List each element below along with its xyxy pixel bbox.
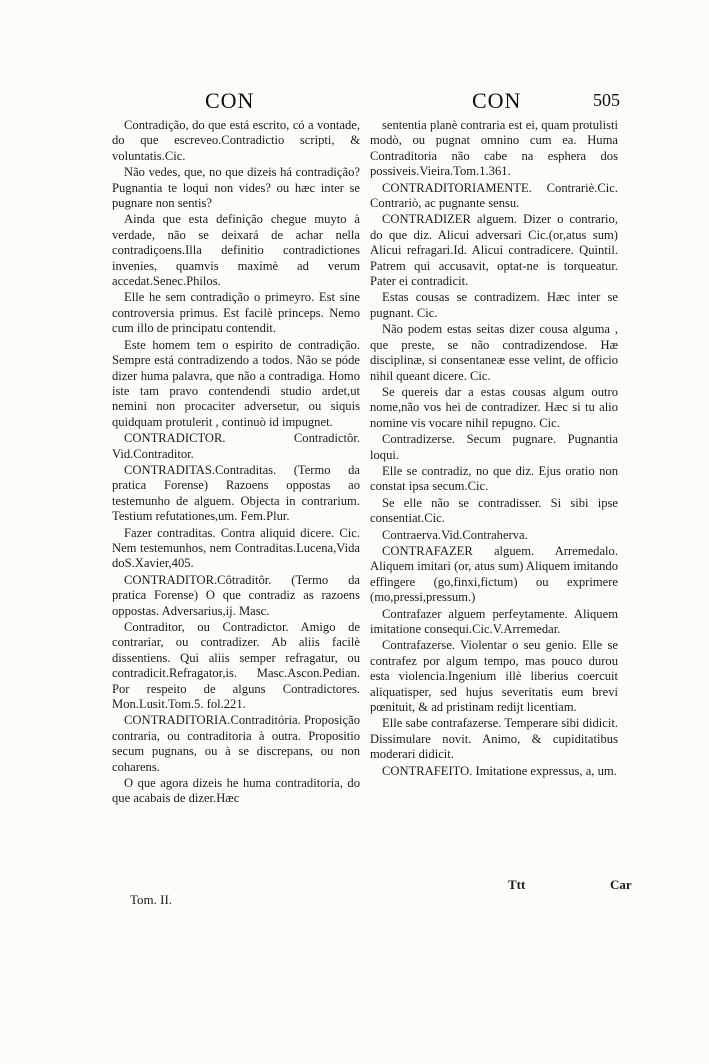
entry-paragraph: Não vedes, que, no que dizeis há contradição? Pugnantia te loqui non vides? ou hæc inter se pugnare non sentis? — [112, 165, 360, 211]
entry-paragraph: CONTRAFAZER alguem. Arremedalo. Aliquem imitari (or, atus sum) Aliquem imitando effingere (go,finxi,fictum) ou exprimere (mo,pressi,pressum.) — [370, 543, 618, 605]
entry-paragraph: O que agora dizeis he huma contraditoria, do que acabais de dizer.Hæc — [112, 776, 360, 806]
entry-paragraph: Se elle não se contradisser. Si sibi ipse consentiat.Cic. — [370, 495, 618, 526]
page-header — [0, 88, 709, 118]
catchword: Car — [610, 877, 632, 892]
entry-paragraph: Este homem tem o espirito de contradição. Sempre está contradizendo a todos. Não se póde dizer huma palavra, que não a contradiga. Homo iste tam pravo contendendi studio ardet,ut nemini non procaciter adversetur, ou siquis quidquam protulerit , continuò id impugnet. — [112, 337, 360, 429]
entry-paragraph: CONTRADICTOR. Contradictôr. Vid.Contraditor. — [112, 431, 360, 461]
entry-paragraph: Contradizerse. Secum pugnare. Pugnantia loqui. — [370, 432, 618, 462]
entry-paragraph: CONTRAFEITO. Imitatione expressus, a, um. — [382, 763, 617, 778]
entry-paragraph: CONTRADITORIAMENTE. Contrariè.Cic. Contrariò, ac pugnante sensu. — [370, 180, 618, 211]
entry-paragraph: Fazer contraditas. Contra aliquid dicere. Cic. Nem testemunhos, nem Contraditas.Lucena,Vida doS.Xavier,405. — [112, 525, 360, 571]
left-running-head: CON — [205, 88, 255, 113]
entry-paragraph: Ainda que esta definição chegue muyto à verdade, não se deixará de achar nella contradiçoens.Illa definitio contradictiones invenies, quamvis maximè ad verum accedat.Senec.Philos. — [112, 212, 360, 289]
entry-paragraph: Estas cousas se contradizem. Hæc inter se pugnant. Cic. — [370, 290, 618, 320]
entry-paragraph: CONTRADITORIA.Contraditória. Proposição contraria, ou contraditoria à outra. Propositio secum pugnans, ou à se discrepans, ou non coharens. — [112, 713, 360, 774]
entry-paragraph: Elle se contradiz, no que diz. Ejus oratio non constat ipsa secum.Cic. — [370, 463, 618, 494]
entry-paragraph: CONTRADIZER alguem. Dizer o contrario, do que diz. Alicui adversari Cic.(or,atus sum) Alicui refragari.Id. Alicui contradicere. Quintil. Patrem qui accusavit, optat-ne is torqueatur. Pater ei contradicit. — [370, 212, 618, 289]
entry-paragraph: sententia planè contraria est ei, quam protulisti modò, ou pugnat omnino cum ea. Huma Contraditoria não cabe na esphera dos possiveis.Vieira.Tom.1.361. — [370, 118, 618, 179]
entry-paragraph: Elle he sem contradição o primeyro. Est sine controversia primus. Est facilè princeps. Nemo cum illo de principatu contendit. — [112, 290, 360, 336]
page-number: 505 — [593, 90, 620, 110]
entry-paragraph: Contrafazer alguem perfeytamente. Aliquem imitatione consequi.Cic.V.Arremedar. — [370, 606, 618, 636]
right-column — [370, 118, 618, 780]
entry-paragraph: Contradição, do que está escrito, có a vontade, do que escreveo.Contradictio scripti, & voluntatis.Cic. — [112, 118, 360, 163]
entry-paragraph: CONTRADITAS.Contraditas. (Termo da pratica Forense) Razoens oppostas ao testemunho de alguem. Objecta in contrarium. Testium refutationes,um. Fem.Plur. — [112, 462, 360, 524]
right-running-head: CON — [472, 88, 522, 113]
left-column — [112, 118, 360, 808]
entry-paragraph: Não podem estas seitas dizer cousa alguma , que preste, se não contradizendose. Hæ disciplinæ, si consentaneæ esse velint, de officio nihil queant dicere. Cic. — [370, 322, 618, 383]
entry-paragraph: Contraerva.Vid.Contraherva. — [382, 527, 528, 542]
entry-paragraph: Contrafazerse. Violentar o seu genio. Elle se contrafez por algum tempo, mas pouco durou esta violencia.Ingenium illè liberius coercuit aliquatisper, sed hujus severitatis eum brevi pœnituit, & ad pristinam redijt licentiam. — [370, 638, 618, 715]
volume-label: Tom. II. — [130, 892, 173, 907]
entry-paragraph: Se quereis dar a estas cousas algum outro nome,não vos hei de contradizer. Hæc si tu alio nomine vis vocare nihil repugno. Cic. — [370, 384, 618, 430]
entry-paragraph: CONTRADITOR.Côtraditôr. (Termo da pratica Forense) O que contradiz as razoens oppostas. Adversarius,ij. Masc. — [112, 572, 360, 618]
entry-paragraph: Elle sabe contrafazerse. Temperare sibi didicit. Dissimulare novit. Animo, & cupiditatibus moderari didicit. — [370, 716, 618, 762]
entry-paragraph: Contraditor, ou Contradictor. Amigo de contrariar, ou contradizer. Ab aliis facilè dissentiens. Qui aliis semper refragatur, ou contradicit.Refragator,is. Masc.Ascon.Pedian. Por respeito de alguns Contradictores. Mon.Lusit.Tom.5. fol.221. — [112, 620, 360, 712]
signature-mark: Ttt — [508, 877, 526, 892]
